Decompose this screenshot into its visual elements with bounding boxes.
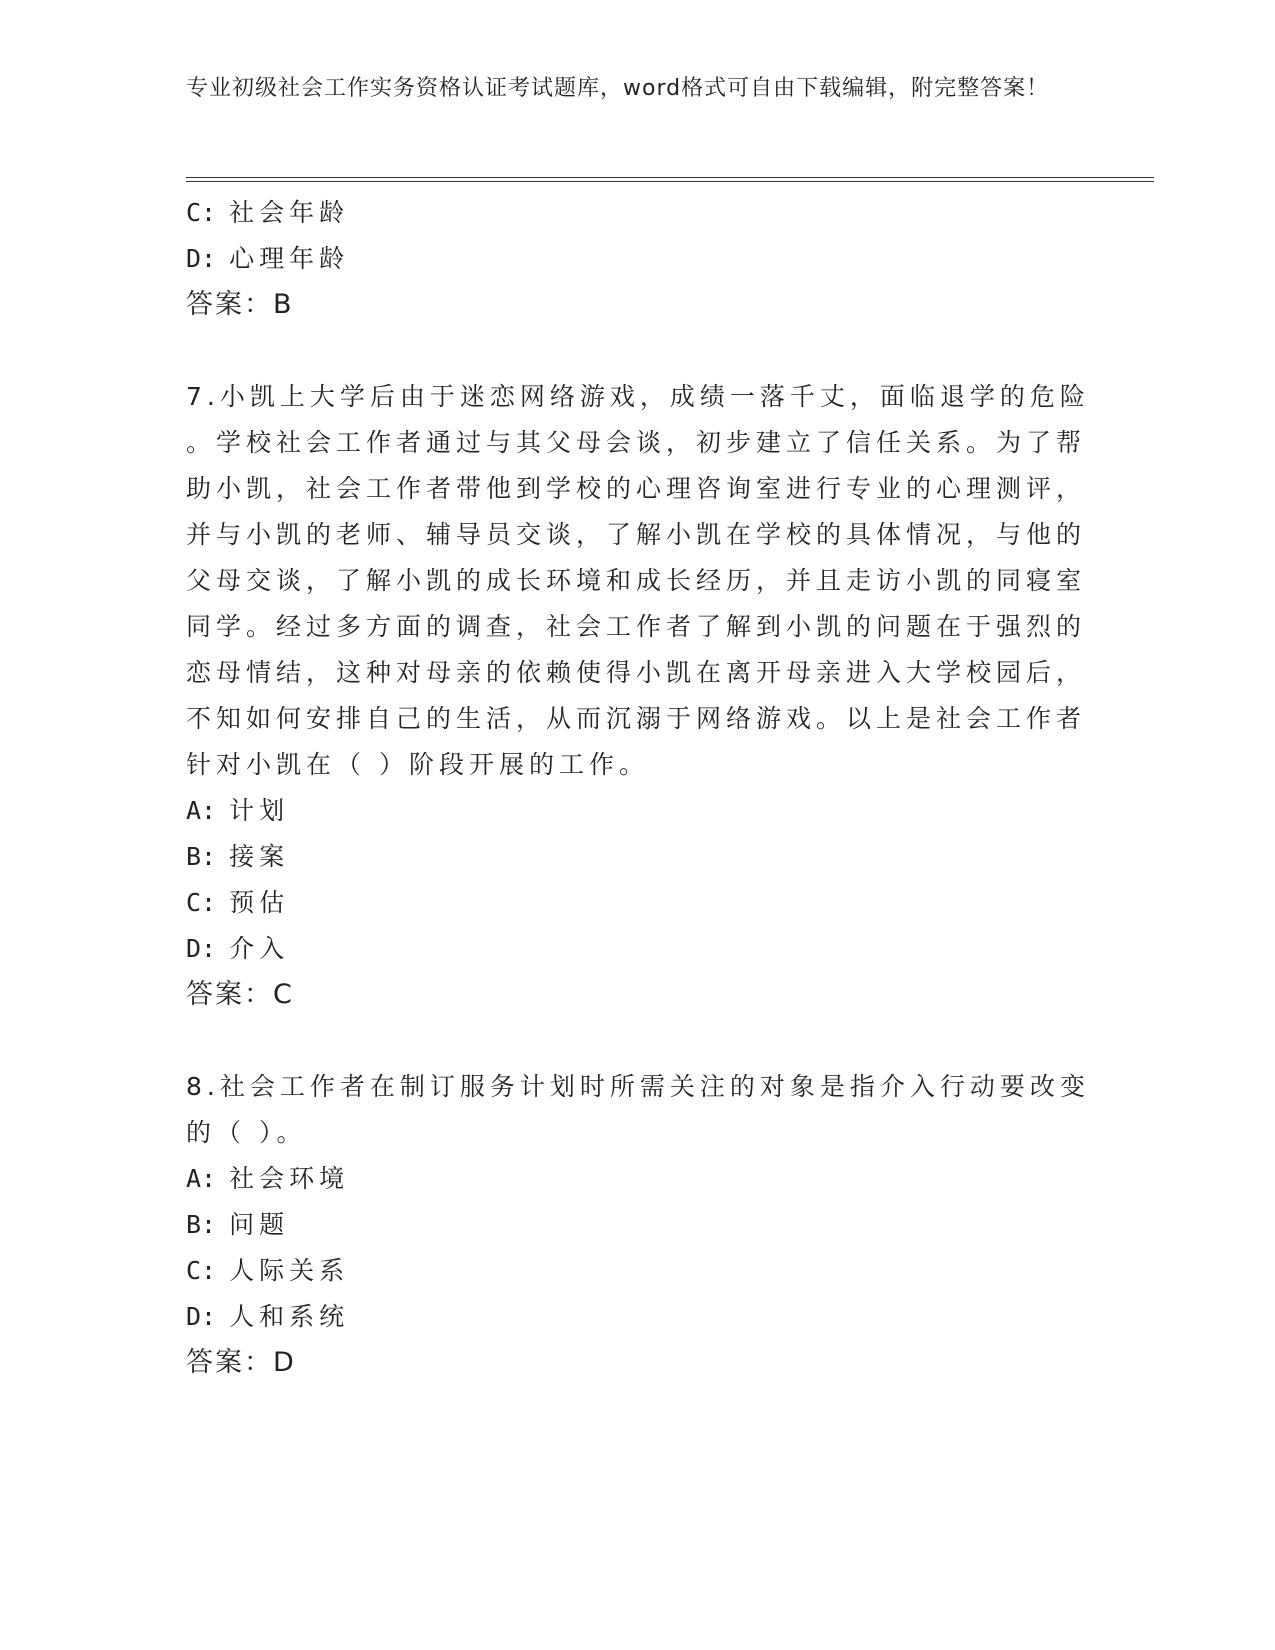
option-letter: D:	[186, 934, 217, 963]
option-letter: A:	[186, 1164, 217, 1193]
question-stem-line: 针对小凯在（ ）阶段开展的工作。	[186, 750, 649, 779]
option-c	[186, 1248, 1066, 1294]
header-text: 专业初级社会工作实务资格认证考试题库，word格式可自由下载编辑，附完整答案！	[186, 76, 1050, 101]
option-text: 预估	[229, 888, 290, 917]
option-letter: B:	[186, 1210, 217, 1239]
question-content	[186, 190, 1090, 1386]
header-divider-bottom	[186, 181, 1154, 182]
header-divider-top	[186, 177, 1154, 178]
option-letter: C:	[186, 198, 217, 227]
option-text: 心理年龄	[229, 244, 350, 273]
question-stem-line: 恋母情结，这种对母亲的依赖使得小凯在离开母亲进入大学校园后，	[186, 658, 1087, 687]
question-stem-line: 助小凯，社会工作者带他到学校的心理咨询室进行专业的心理测评，	[186, 474, 1087, 503]
option-text: 社会环境	[229, 1164, 350, 1193]
document-header	[186, 72, 1066, 105]
answer-line: 答案：B	[186, 289, 294, 320]
option-text: 问题	[229, 1210, 290, 1239]
option-text: 社会年龄	[229, 198, 350, 227]
question-8	[186, 1064, 1090, 1386]
question-stem-line: 不知如何安排自己的生活，从而沉溺于网络游戏。以上是社会工作者	[186, 704, 1087, 733]
option-b	[186, 1202, 1066, 1248]
option-d	[186, 926, 1066, 972]
option-text: 计划	[229, 796, 290, 825]
option-a	[186, 788, 1066, 834]
option-text: 接案	[229, 842, 290, 871]
question-7	[186, 374, 1090, 1018]
answer-line: 答案：D	[186, 1347, 296, 1378]
option-letter: C:	[186, 1256, 217, 1285]
spacer	[186, 328, 1066, 374]
option-text: 介入	[229, 934, 290, 963]
question-stem-line: 并与小凯的老师、辅导员交谈，了解小凯在学校的具体情况，与他的	[186, 520, 1087, 549]
option-c	[186, 190, 1066, 236]
option-a	[186, 1156, 1066, 1202]
option-b	[186, 834, 1066, 880]
question-stem-line: 8.社会工作者在制订服务计划时所需关注的对象是指介入行动要改变	[186, 1072, 1090, 1101]
prev-question	[186, 190, 1066, 328]
option-d	[186, 1294, 1066, 1340]
question-stem-line: 7.小凯上大学后由于迷恋网络游戏，成绩一落千丈，面临退学的危险	[186, 382, 1090, 411]
option-letter: B:	[186, 842, 217, 871]
question-stem-line: 父母交谈，了解小凯的成长环境和成长经历，并且走访小凯的同寝室	[186, 566, 1087, 595]
question-stem-line: 的（ ）。	[186, 1118, 307, 1147]
answer-line: 答案：C	[186, 979, 294, 1010]
option-letter: D:	[186, 1302, 217, 1331]
option-letter: A:	[186, 796, 217, 825]
option-text: 人和系统	[229, 1302, 350, 1331]
question-stem-line: 。学校社会工作者通过与其父母会谈，初步建立了信任关系。为了帮	[186, 428, 1087, 457]
option-d	[186, 236, 1066, 282]
option-letter: C:	[186, 888, 217, 917]
option-letter: D:	[186, 244, 217, 273]
question-stem-line: 同学。经过多方面的调查，社会工作者了解到小凯的问题在于强烈的	[186, 612, 1087, 641]
spacer	[186, 1018, 1066, 1064]
option-c	[186, 880, 1066, 926]
option-text: 人际关系	[229, 1256, 350, 1285]
